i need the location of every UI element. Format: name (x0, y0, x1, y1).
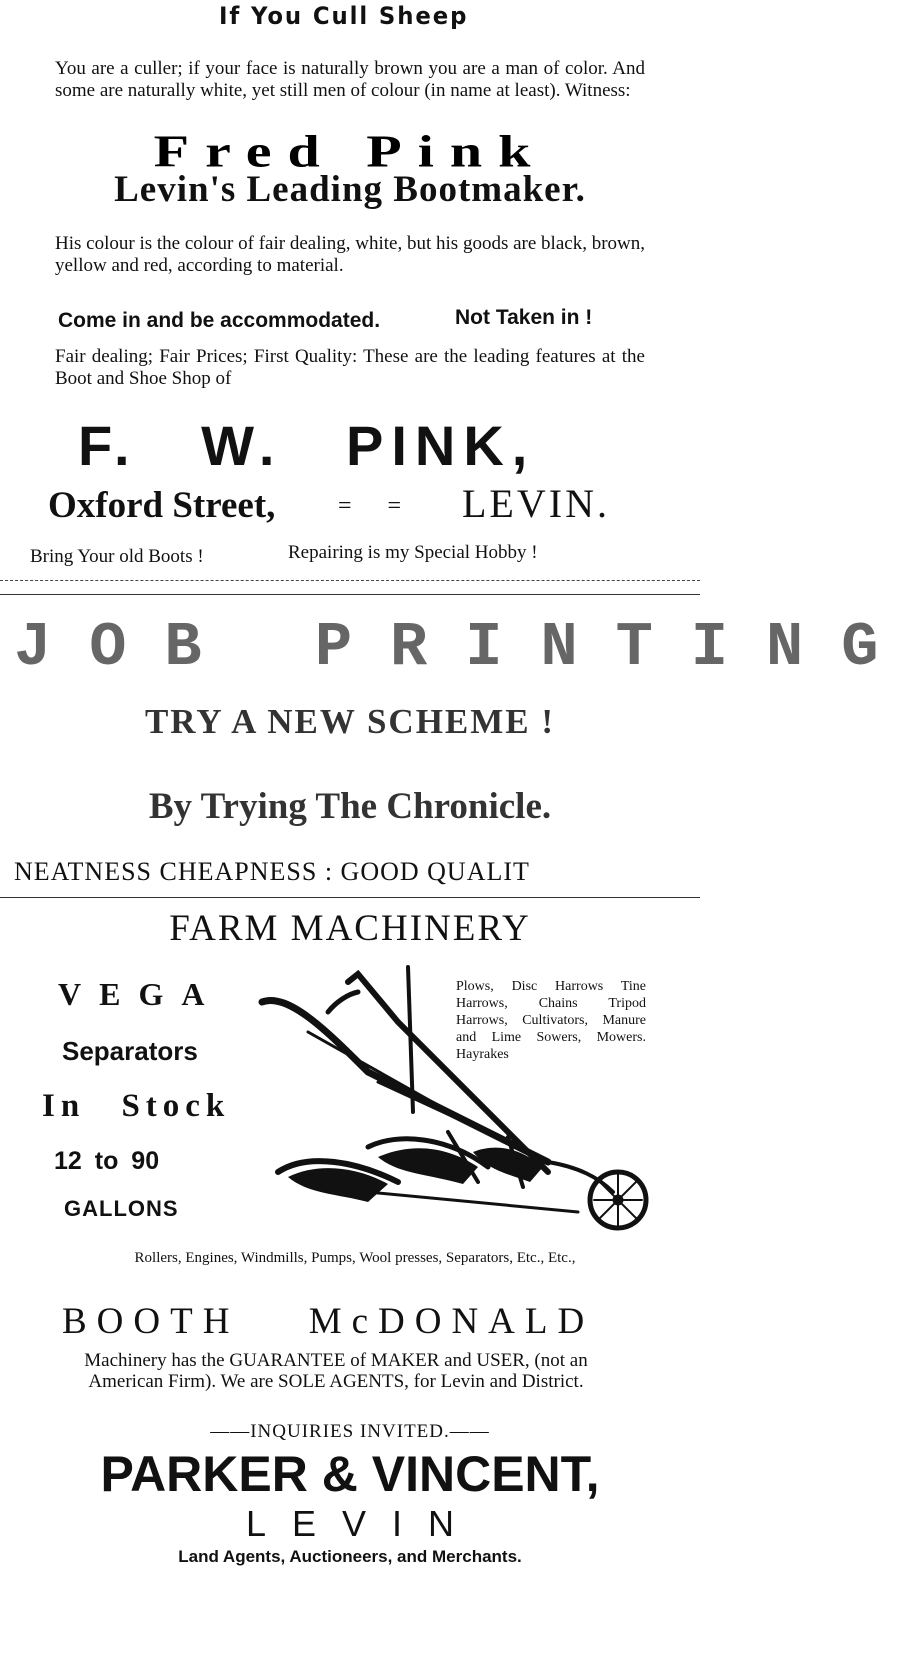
gallon-range: 12 to 90 (54, 1147, 160, 1175)
pink-fair-text: Fair dealing; Fair Prices; First Quality: These are the leading features at the Boot and Shoe Shop of (55, 346, 645, 389)
in-stock-label: In Stock (42, 1088, 231, 1124)
inquiries-invited: ——INQUIRIES INVITED.—— (210, 1421, 490, 1442)
pink-repairing: Repairing is my Special Hobby ! (288, 542, 538, 563)
trying-the-chronicle: By Trying The Chronicle. (148, 786, 552, 827)
pink-name-banner: Fred Pink (153, 126, 547, 177)
divider-1b (0, 594, 700, 595)
guarantee-text: Machinery has the GUARANTEE of MAKER and USER, (not an American Firm). We are SOLE AGENTS, for Levin and District. (84, 1350, 588, 1392)
pink-colour-text: His colour is the colour of fair dealing, white, but his goods are black, brown, yellow and red, according to material. (55, 233, 645, 276)
vega-label: VEGA (58, 976, 223, 1012)
booth-mcdonald-brand: BOOTH McDONALD (62, 1301, 595, 1342)
separators-label: Separators (62, 1036, 198, 1066)
parker-vincent-name: PARKER & VINCENT, (100, 1446, 600, 1502)
pink-street: Oxford Street, (48, 485, 276, 526)
farm-machinery-title: FARM MACHINERY (169, 908, 531, 949)
pink-not-taken: Not Taken in ! (455, 306, 593, 329)
pink-heading: If You Cull Sheep (218, 2, 469, 30)
more-machinery: Rollers, Engines, Windmills, Pumps, Wool presses, Separators, Etc., Etc., (134, 1250, 576, 1266)
try-new-scheme: TRY A NEW SCHEME ! (144, 702, 556, 741)
pink-town: LEVIN. (462, 481, 610, 526)
pink-come-in: Come in and be accommodated. (58, 309, 381, 332)
job-printing-title: JOB PRINTING (14, 612, 916, 683)
divider-1a (0, 580, 700, 581)
pink-shop-name: F. W. PINK, (78, 414, 536, 477)
pink-intro: You are a culler; if your face is naturally brown you are a man of color. And some are naturally white, yet still men of colour (in name at least). Witness: (55, 58, 645, 101)
parker-vincent-town: LEVIN (245, 1503, 481, 1544)
gallons-label: GALLONS (64, 1196, 179, 1221)
neatness-line: NEATNESS CHEAPNESS : GOOD QUALIT (14, 857, 530, 886)
divider-2 (0, 897, 700, 898)
parker-vincent-trade: Land Agents, Auctioneers, and Merchants. (178, 1547, 522, 1566)
pink-separator: = = (338, 493, 402, 519)
pink-bring-boots: Bring Your old Boots ! (30, 546, 204, 567)
pink-tagline: Levin's Leading Bootmaker. (114, 169, 586, 210)
implements-list: Plows, Disc Harrows Tine Harrows, Chains Tripod Harrows, Cultivators, Manure and Lime Sowers, Mowers. Hayrakes (456, 979, 646, 1062)
